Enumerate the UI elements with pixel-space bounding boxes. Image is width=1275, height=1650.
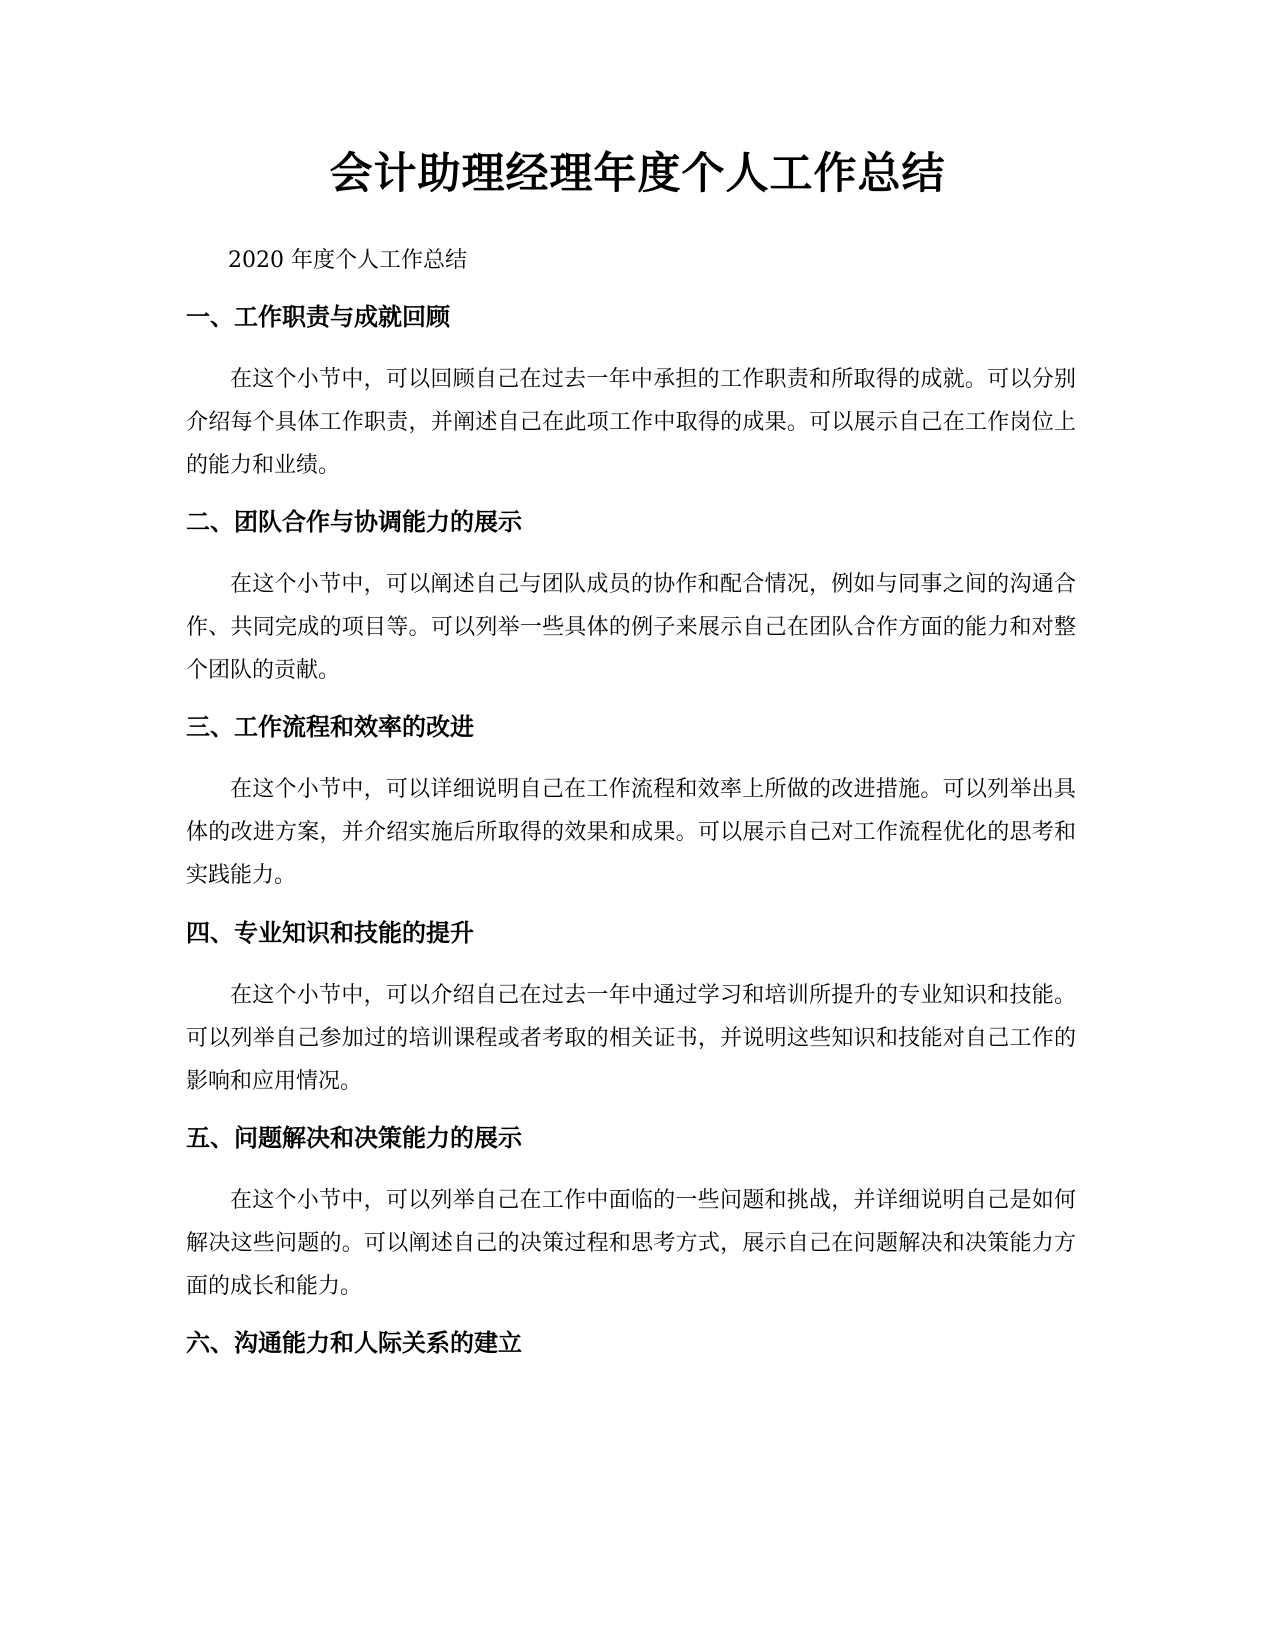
section-body-1: 在这个小节中，可以回顾自己在过去一年中承担的工作职责和所取得的成就。可以分别介绍每个具体工作职责，并阐述自己在此项工作中取得的成果。可以展示自己在工作岗位上的能力和业绩。 — [186, 367, 1076, 478]
subtitle: 2020 年度个人工作总结 — [228, 248, 467, 273]
section-body-3: 在这个小节中，可以详细说明自己在工作流程和效率上所做的改进措施。可以列举出具体的改进方案，并介绍实施后所取得的效果和成果。可以展示自己对工作流程优化的思考和实践能力。 — [186, 777, 1076, 888]
page-title: 会计助理经理年度个人工作总结 — [329, 149, 946, 199]
section-heading-2: 二、团队合作与协调能力的展示 — [186, 508, 522, 536]
section-body-5: 在这个小节中，可以列举自己在工作中面临的一些问题和挑战，并详细说明自己是如何解决这些问题的。可以阐述自己的决策过程和思考方式，展示自己在问题解决和决策能力方面的成长和能力。 — [186, 1188, 1076, 1299]
section-heading-6: 六、沟通能力和人际关系的建立 — [186, 1329, 522, 1357]
section-body-4: 在这个小节中，可以介绍自己在过去一年中通过学习和培训所提升的专业知识和技能。可以列举自己参加过的培训课程或者考取的相关证书，并说明这些知识和技能对自己工作的影响和应用情况。 — [186, 983, 1076, 1094]
section-body-2: 在这个小节中，可以阐述自己与团队成员的协作和配合情况，例如与同事之间的沟通合作、共同完成的项目等。可以列举一些具体的例子来展示自己在团队合作方面的能力和对整个团队的贡献。 — [186, 572, 1076, 683]
section-heading-1: 一、工作职责与成就回顾 — [186, 303, 450, 331]
section-heading-4: 四、专业知识和技能的提升 — [186, 919, 474, 947]
section-heading-5: 五、问题解决和决策能力的展示 — [186, 1124, 522, 1152]
section-heading-3: 三、工作流程和效率的改进 — [186, 713, 474, 741]
